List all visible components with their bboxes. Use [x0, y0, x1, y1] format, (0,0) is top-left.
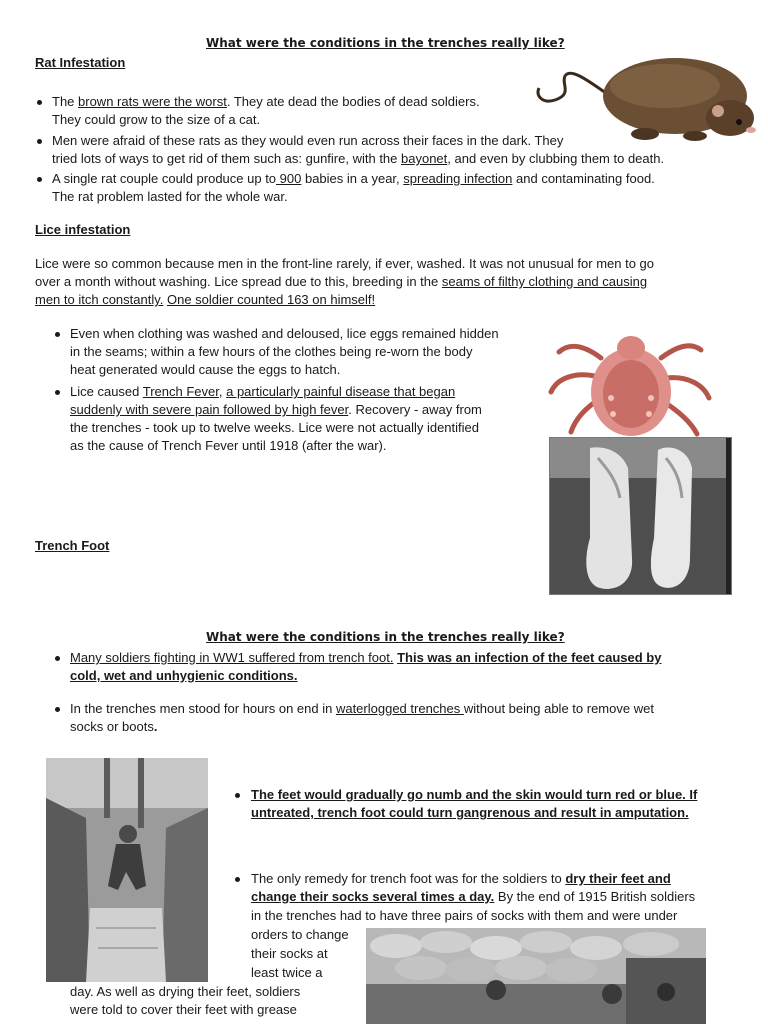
lice-paragraph-line1: Lice were so common because men in the front-line rarely, if ever, washed. It was not unusual for men to go	[35, 256, 655, 271]
rat-bullet-2-line2: tried lots of ways to get rid of them such as: gunfire, with the bayonet, and even by clubbing them to death.	[52, 151, 665, 166]
trench-foot-photo	[549, 437, 732, 595]
page-title: What were the conditions in the trenches really like?	[206, 36, 565, 50]
trench-foot-bullet-4-line7: day. As well as drying their feet, soldiers	[70, 984, 301, 999]
rat-bullet-2: Men were afraid of these rats as they would even run across their faces in the dark. They	[52, 133, 564, 148]
lice-paragraph-line3: men to itch constantly. One soldier counted 163 on himself!	[35, 292, 376, 307]
rat-bullet-3: A single rat couple could produce up to 900 babies in a year, spreading infection and contaminating food.	[52, 171, 655, 186]
lice-bullet-2-line4: as the cause of Trench Fever until 1918 (after the war).	[70, 438, 387, 453]
bullet	[235, 877, 240, 882]
trench-foot-bullet-4-line2: change their socks several times a day. By the end of 1915 British soldiers	[251, 889, 696, 904]
trench-foot-bullet-4-line3: in the trenches had to have three pairs of socks with them and were under	[251, 908, 678, 923]
trench-foot-bullet-2: In the trenches men stood for hours on end in waterlogged trenches without being able to remove wet	[70, 701, 654, 716]
bullet	[37, 100, 42, 105]
lice-heading: Lice infestation	[35, 222, 131, 237]
trench-foot-heading: Trench Foot	[35, 538, 110, 553]
lice-bullet-2-line2: suddenly with severe pain followed by high fever. Recovery - away from	[70, 402, 482, 417]
trench-foot-bullet-2-line2: socks or boots.	[70, 719, 158, 734]
trench-foot-bullet-4-line8: were told to cover their feet with grease	[70, 1002, 297, 1017]
trench-soldier-photo	[46, 758, 208, 982]
page-title-2: What were the conditions in the trenches really like?	[206, 630, 565, 644]
trench-foot-bullet-3-line2: untreated, trench foot could turn gangrenous and result in amputation.	[251, 805, 689, 820]
lice-bullet-2-line3: the trenches - took up to twelve weeks. Lice were not actually identified	[70, 420, 479, 435]
rat-bullet-1: The brown rats were the worst. They ate dead the bodies of dead soldiers.	[52, 94, 480, 109]
trench-foot-bullet-4-line5: their socks at	[251, 946, 328, 961]
rat-bullet-1-line2: They could grow to the size of a cat.	[52, 112, 261, 127]
trench-foot-bullet-3: The feet would gradually go numb and the skin would turn red or blue. If	[251, 787, 698, 802]
rat-heading: Rat Infestation	[35, 55, 126, 70]
trench-foot-bullet-4: The only remedy for trench foot was for the soldiers to dry their feet and	[251, 871, 671, 886]
sandbag-trench-photo	[366, 928, 706, 1024]
lice-paragraph-line2: over a month without washing. Lice spread due to this, breeding in the seams of filthy clothing and causing	[35, 274, 648, 289]
bullet	[37, 139, 42, 144]
trench-foot-bullet-1: Many soldiers fighting in WW1 suffered from trench foot. This was an infection of the feet caused by	[70, 650, 662, 665]
lice-bullet-1: Even when clothing was washed and deloused, lice eggs remained hidden	[70, 326, 499, 341]
rat-bullet-3-line2: The rat problem lasted for the whole war.	[52, 189, 288, 204]
bullet	[235, 793, 240, 798]
trench-foot-bullet-1-line2: cold, wet and unhygienic conditions.	[70, 668, 298, 683]
trench-foot-bullet-4-line6: least twice a	[251, 965, 323, 980]
louse-image	[545, 328, 717, 440]
rat-image	[525, 38, 757, 146]
bullet	[55, 390, 60, 395]
bullet	[55, 707, 60, 712]
bullet	[55, 332, 60, 337]
bullet	[37, 177, 42, 182]
bullet	[55, 656, 60, 661]
lice-bullet-1-line2: in the seams; within a few hours of the clothes being re-worn the body	[70, 344, 473, 359]
lice-bullet-1-line3: heat generated would cause the eggs to hatch.	[70, 362, 341, 377]
lice-bullet-2: Lice caused Trench Fever, a particularly painful disease that began	[70, 384, 456, 399]
trench-foot-bullet-4-line4: orders to change	[251, 927, 349, 942]
